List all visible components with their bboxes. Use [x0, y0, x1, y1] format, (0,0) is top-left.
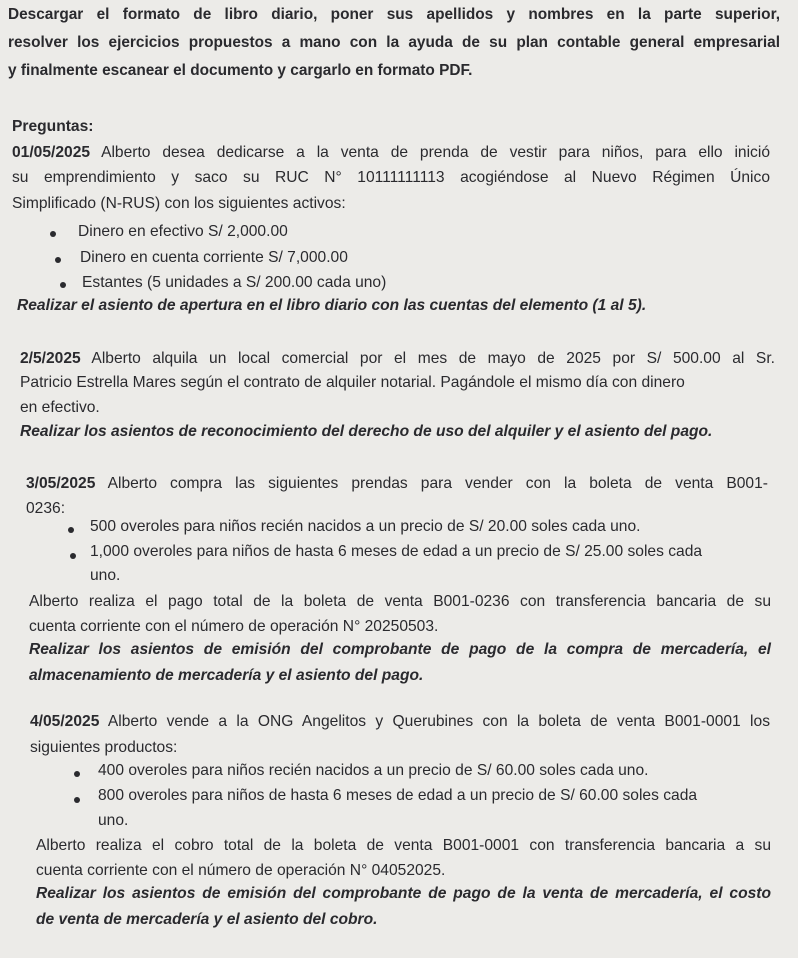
q4-pay-2: cuenta corriente con el número de operación N° 04052025.	[36, 862, 446, 879]
bullet-icon	[60, 282, 66, 288]
q1-line-2: su emprendimiento y saco su RUC N° 10111111113 acogiéndose al Nuevo Régimen Único	[12, 169, 770, 186]
q4-date: 4/05/2025	[30, 713, 100, 730]
q1-item-1: Dinero en efectivo S/ 2,000.00	[78, 223, 288, 240]
q3-pay-1: Alberto realiza el pago total de la boleta de venta B001-0236 con transferencia bancaria de su	[29, 593, 771, 610]
q1-item-3: Estantes (5 unidades a S/ 200.00 cada uno)	[82, 274, 387, 291]
q4-item-2b: uno.	[98, 812, 129, 829]
q4-item-2a: 800 overoles para niños de hasta 6 meses de edad a un precio de S/ 60.00 soles cada	[98, 787, 698, 804]
q2-line-1	[20, 349, 775, 369]
q3-task-2: almacenamiento de mercadería y el asiento del pago.	[29, 667, 424, 684]
q3-task-1: Realizar los asientos de emisión del comprobante de pago de la compra de mercadería, el	[29, 641, 771, 658]
preguntas-heading: Preguntas:	[12, 118, 94, 135]
q4-line-1	[30, 712, 770, 732]
q2-text-1: Alberto alquila un local comercial por el mes de mayo de 2025 por S/ 500.00 al Sr.	[91, 350, 775, 367]
instructions-line-3: y finalmente escanear el documento y cargarlo en formato PDF.	[8, 62, 473, 79]
q4-pay-1: Alberto realiza el cobro total de la boleta de venta B001-0001 con transferencia bancaria a su	[36, 837, 771, 854]
q2-task: Realizar los asientos de reconocimiento del derecho de uso del alquiler y el asiento del pago.	[20, 423, 713, 440]
q3-date: 3/05/2025	[26, 475, 96, 492]
instructions-line-1: Descargar el formato de libro diario, poner sus apellidos y nombres en la parte superior,	[8, 6, 780, 23]
q2-line-3: en efectivo.	[20, 399, 100, 416]
bullet-icon	[74, 797, 80, 803]
q4-task-1: Realizar los asientos de emisión del comprobante de pago de la venta de mercadería, el costo	[36, 885, 771, 902]
bullet-icon	[74, 771, 80, 777]
q1-task: Realizar el asiento de apertura en el libro diario con las cuentas del elemento (1 al 5).	[17, 297, 647, 314]
q2-line-2: Patricio Estrella Mares según el contrato de alquiler notarial. Pagándole el mismo día con dinero	[20, 374, 685, 391]
q1-item-2: Dinero en cuenta corriente S/ 7,000.00	[80, 249, 348, 266]
q3-item-2a: 1,000 overoles para niños de hasta 6 meses de edad a un precio de S/ 25.00 soles cada	[90, 543, 703, 560]
instructions-line-2: resolver los ejercicios propuestos a mano con la ayuda de su plan contable general empresarial	[8, 34, 780, 51]
bullet-icon	[50, 231, 56, 237]
q4-line-2: siguientes productos:	[30, 739, 178, 756]
q4-item-1: 400 overoles para niños recién nacidos a un precio de S/ 60.00 soles cada uno.	[98, 762, 649, 779]
q3-line-2: 0236:	[26, 500, 66, 517]
q1-line-3: Simplificado (N-RUS) con los siguientes activos:	[12, 195, 346, 212]
bullet-icon	[55, 257, 61, 263]
bullet-icon	[68, 527, 74, 533]
bullet-icon	[70, 553, 76, 559]
q4-text-1: Alberto vende a la ONG Angelitos y Querubines con la boleta de venta B001-0001 los	[107, 713, 770, 730]
q3-line-1	[26, 474, 768, 494]
q1-date: 01/05/2025	[12, 144, 91, 161]
q1-text-1: Alberto desea dedicarse a la venta de prenda de vestir para niños, para ello inició	[101, 144, 770, 161]
q3-pay-2: cuenta corriente con el número de operación N° 20250503.	[29, 618, 439, 635]
q2-date: 2/5/2025	[20, 350, 81, 367]
q3-text-1: Alberto compra las siguientes prendas para vender con la boleta de venta B001-	[107, 475, 768, 492]
q4-task-2: de venta de mercadería y el asiento del cobro.	[36, 911, 378, 928]
q3-item-2b: uno.	[90, 567, 121, 584]
q3-item-1: 500 overoles para niños recién nacidos a un precio de S/ 20.00 soles cada uno.	[90, 518, 641, 535]
q1-line-1	[12, 143, 770, 163]
